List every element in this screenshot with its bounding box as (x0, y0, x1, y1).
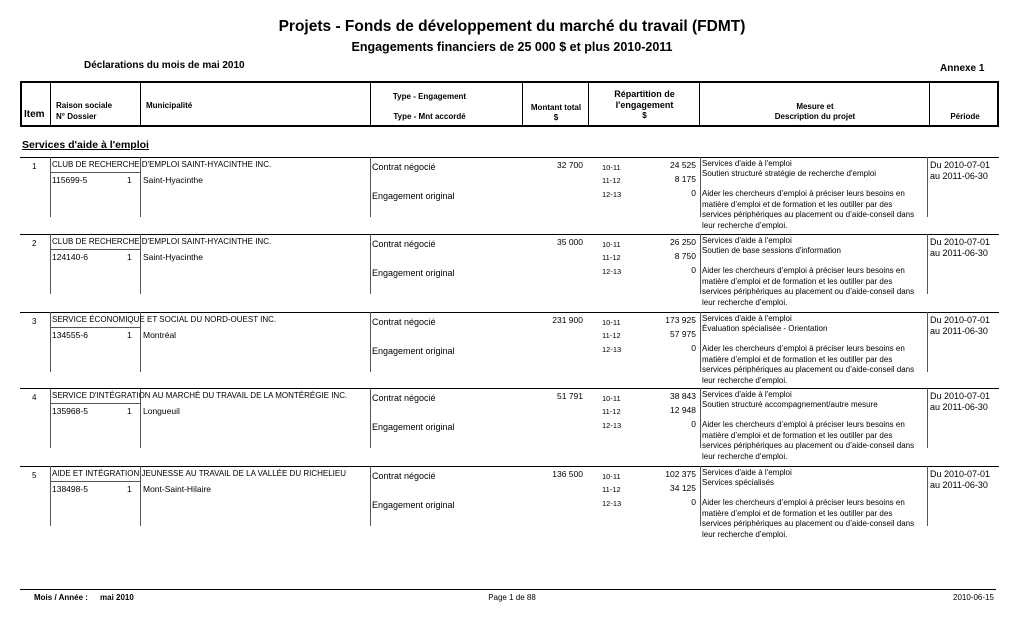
year-1: 10-11 (602, 240, 621, 249)
table-row (20, 466, 999, 539)
section-title: Services d'aide à l'emploi (22, 139, 149, 151)
period-start: Du 2010-07-01 (930, 237, 991, 247)
year-1: 10-11 (602, 163, 621, 172)
year-3: 12-13 (602, 421, 622, 430)
raison-sociale: AIDE ET INTÉGRATION JEUNESSE AU TRAVAIL DE LA VALLÉE DU RICHELIEU (52, 469, 347, 478)
amount-3: 0 (691, 188, 696, 198)
montant-total: 51 791 (557, 391, 583, 401)
dossier-number: 115699-5 (52, 175, 88, 185)
project-description: Aider les chercheurs d’emploi à préciser leurs besoins en matière d’emploi et de formation et les outiller par des services périphériques au placement ou d’aide-conseil dans leur recherche d’emploi. (702, 420, 915, 461)
item-number: 5 (32, 471, 37, 480)
mesure-description: Soutien de base sessions d'information (702, 246, 841, 255)
table-header (20, 81, 999, 127)
amount-3: 0 (691, 419, 696, 429)
item-number: 2 (32, 239, 37, 248)
raison-sociale: CLUB DE RECHERCHE D'EMPLOI SAINT-HYACINTHE INC. (52, 237, 272, 246)
mesure: Services d'aide à l'emploi (702, 390, 792, 399)
amount-2: 12 948 (670, 405, 696, 415)
amount-2: 34 125 (670, 483, 696, 493)
mesure: Services d'aide à l'emploi (702, 159, 792, 168)
year-1: 10-11 (602, 472, 621, 481)
amount-1: 24 525 (670, 160, 696, 170)
raison-sociale: CLUB DE RECHERCHE D'EMPLOI SAINT-HYACINTHE INC. (52, 160, 272, 169)
period-end: au 2011-06-30 (930, 171, 988, 181)
table-row (20, 234, 999, 307)
year-1: 10-11 (602, 394, 621, 403)
montant-total: 136 500 (552, 469, 583, 479)
type-engagement: Contrat négocié (372, 393, 436, 403)
raison-sociale: SERVICE ÉCONOMIQUE ET SOCIAL DU NORD-OUEST INC. (52, 315, 277, 324)
mesure-description: Soutien structuré stratégie de recherche d'emploi (702, 169, 877, 178)
year-3: 12-13 (602, 499, 622, 508)
period-end: au 2011-06-30 (930, 480, 988, 490)
footer-divider (20, 589, 996, 590)
municipalite: Longueuil (143, 406, 180, 416)
amount-3: 0 (691, 343, 696, 353)
municipalite: Montréal (143, 330, 177, 340)
page-subtitle: Engagements financiers de 25 000 $ et plus 2010-2011 (351, 40, 673, 54)
year-2: 11-12 (602, 176, 621, 185)
year-2: 11-12 (602, 407, 621, 416)
dossier-n: 1 (127, 175, 132, 185)
type-mnt: Engagement original (372, 500, 455, 510)
amount-2: 8 175 (674, 174, 696, 184)
header-municipalite: Municipalité (146, 101, 193, 110)
montant-total: 32 700 (557, 160, 583, 170)
footer-page: Page 1 de 88 (488, 593, 536, 602)
municipalite: Saint-Hyacinthe (143, 252, 204, 262)
header-dossier: N° Dossier (56, 112, 97, 121)
raison-sociale: SERVICE D'INTÉGRATION AU MARCHÉ DU TRAVAIL DE LA MONTÉRÉGIE INC. (52, 391, 348, 400)
amount-2: 8 750 (674, 251, 696, 261)
mesure: Services d'aide à l'emploi (702, 236, 792, 245)
project-description: Aider les chercheurs d’emploi à préciser leurs besoins en matière d’emploi et de formation et les outiller par des services périphériques au placement ou d’aide-conseil dans leur recherche d’emploi. (702, 189, 915, 230)
header-type-engagement: Type - Engagement (392, 92, 467, 101)
type-engagement: Contrat négocié (372, 471, 436, 481)
mesure-description: Évaluation spécialisée - Orientation (702, 324, 828, 333)
footer-label: Mois / Année : (34, 593, 88, 602)
amount-1: 38 843 (670, 391, 696, 401)
page-title: Projets - Fonds de développement du marché du travail (FDMT) (278, 18, 746, 35)
declarations-label: Déclarations du mois de mai 2010 (84, 60, 245, 71)
period-start: Du 2010-07-01 (930, 315, 991, 325)
header-type-mnt: Type - Mnt accordé (393, 112, 466, 121)
period-end: au 2011-06-30 (930, 402, 988, 412)
header-mesure: Mesure et (796, 102, 834, 111)
year-2: 11-12 (602, 253, 621, 262)
project-description: Aider les chercheurs d’emploi à préciser leurs besoins en matière d’emploi et de formation et les outiller par des services périphériques au placement ou d’aide-conseil dans leur recherche d’emploi. (702, 266, 915, 307)
header-periode: Période (950, 112, 980, 121)
mesure: Services d'aide à l'emploi (702, 314, 792, 323)
year-2: 11-12 (602, 331, 621, 340)
dossier-n: 1 (127, 252, 132, 262)
year-3: 12-13 (602, 190, 622, 199)
year-2: 11-12 (602, 485, 621, 494)
period-start: Du 2010-07-01 (930, 160, 991, 170)
header-item: Item (24, 109, 45, 120)
footer-month: mai 2010 (100, 593, 134, 602)
year-3: 12-13 (602, 345, 622, 354)
header-repartition-unit: $ (642, 111, 647, 120)
type-engagement: Contrat négocié (372, 239, 436, 249)
dossier-number: 135968-5 (52, 406, 88, 416)
municipalite: Mont-Saint-Hilaire (143, 484, 212, 494)
mesure-description: Soutien structuré accompagnement/autre mesure (702, 400, 878, 409)
type-mnt: Engagement original (372, 268, 455, 278)
period-end: au 2011-06-30 (930, 248, 988, 258)
header-montant-unit: $ (553, 113, 559, 122)
period-start: Du 2010-07-01 (930, 469, 991, 479)
period-start: Du 2010-07-01 (930, 391, 991, 401)
year-1: 10-11 (602, 318, 621, 327)
municipalite: Saint-Hyacinthe (143, 175, 204, 185)
montant-total: 35 000 (557, 237, 583, 247)
period-end: au 2011-06-30 (930, 326, 988, 336)
type-mnt: Engagement original (372, 422, 455, 432)
amount-1: 26 250 (670, 237, 696, 247)
mesure-description: Services spécialisés (702, 478, 775, 487)
type-mnt: Engagement original (372, 191, 455, 201)
type-engagement: Contrat négocié (372, 162, 436, 172)
type-mnt: Engagement original (372, 346, 455, 356)
table-row (20, 312, 999, 385)
table-row (20, 157, 999, 230)
footer-date: 2010-06-15 (953, 593, 994, 602)
dossier-number: 124140-6 (52, 252, 88, 262)
header-mesure-2: Description du projet (774, 112, 856, 121)
item-number: 4 (32, 393, 37, 402)
header-raison: Raison sociale (56, 101, 113, 110)
project-description: Aider les chercheurs d’emploi à préciser leurs besoins en matière d’emploi et de formation et les outiller par des services périphériques au placement ou d’aide-conseil dans leur recherche d’emploi. (702, 344, 915, 385)
year-3: 12-13 (602, 267, 622, 276)
table-row (20, 388, 999, 461)
header-montant-total: Montant total (530, 103, 582, 112)
header-repartition-2: l'engagement (615, 100, 674, 110)
dossier-n: 1 (127, 484, 132, 494)
dossier-n: 1 (127, 330, 132, 340)
mesure: Services d'aide à l'emploi (702, 468, 792, 477)
amount-1: 102 375 (665, 469, 696, 479)
header-repartition: Répartition de (614, 89, 675, 99)
item-number: 1 (32, 162, 37, 171)
annex-label: Annexe 1 (940, 63, 985, 74)
dossier-n: 1 (127, 406, 132, 416)
dossier-number: 134555-6 (52, 330, 88, 340)
project-description: Aider les chercheurs d’emploi à préciser leurs besoins en matière d’emploi et de formation et les outiller par des services périphériques au placement ou d’aide-conseil dans leur recherche d’emploi. (702, 498, 915, 539)
montant-total: 231 900 (552, 315, 583, 325)
amount-2: 57 975 (670, 329, 696, 339)
type-engagement: Contrat négocié (372, 317, 436, 327)
amount-1: 173 925 (665, 315, 696, 325)
amount-3: 0 (691, 497, 696, 507)
amount-3: 0 (691, 265, 696, 275)
dossier-number: 138498-5 (52, 484, 88, 494)
item-number: 3 (32, 317, 37, 326)
